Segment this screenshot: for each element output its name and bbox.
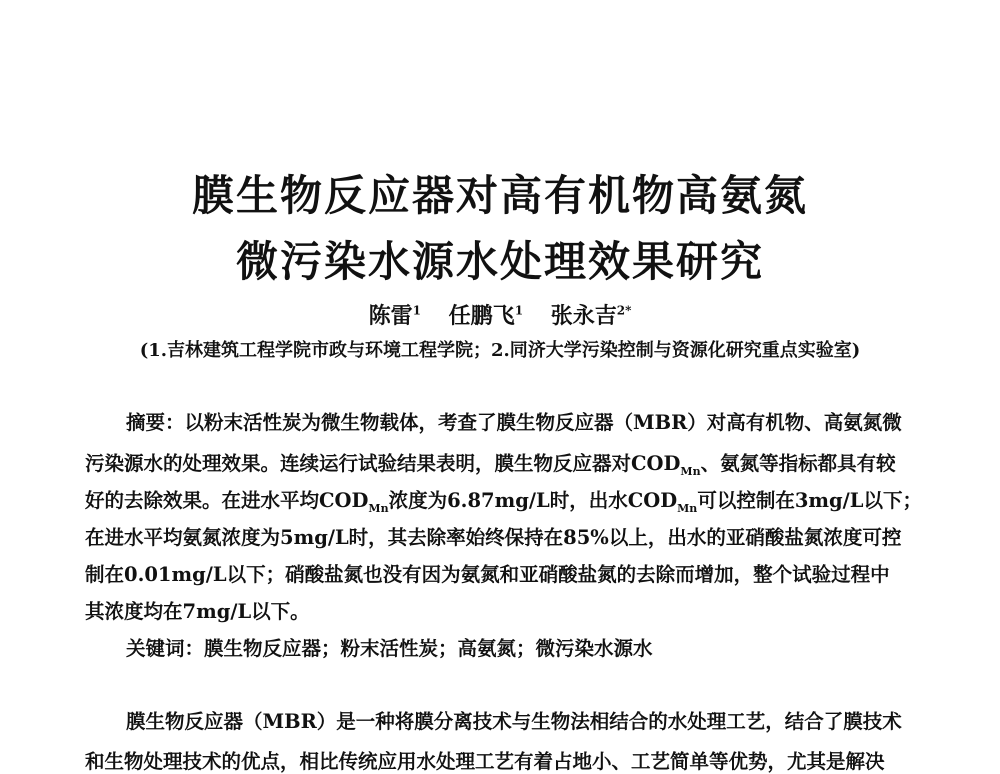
- author-list: [0, 299, 1000, 330]
- body-paragraph-line: 膜生物反应器（MBR）是一种将膜分离技术与生物法相结合的水处理工艺，结合了膜技术: [126, 710, 902, 733]
- author-affiliation-mark: 1: [514, 303, 524, 318]
- keywords-text: 膜生物反应器；粉末活性炭；高氨氮；微污染水源水: [204, 637, 653, 660]
- body-paragraph-line-cut: 和生物处理技术的优点，相比传统应用水处理工艺有着占地小、工艺简单等优势，尤其是解决: [85, 750, 885, 773]
- author-name: 陈雷: [368, 303, 413, 329]
- paper-title-line-2: 微污染水源水处理效果研究: [235, 237, 764, 286]
- abstract-text: 浓度为6.87mg/L时，出水COD: [388, 489, 678, 512]
- affiliations: (1.吉林建筑工程学院市政与环境工程学院；2.同济大学污染控制与资源化研究重点实验室): [139, 340, 861, 361]
- abstract-text: 可以控制在3mg/L以下；: [697, 489, 922, 512]
- abstract-text: 制在0.01mg/L以下；硝酸盐氮也没有因为氨氮和亚硝酸盐氮的去除而增加，整个试验过程中: [85, 563, 890, 586]
- abstract-line: [85, 449, 896, 479]
- paper-title-line-1: 膜生物反应器对高有机物高氨氮: [191, 171, 808, 220]
- subscript: Mn: [368, 501, 389, 515]
- author-name: 任鹏飞: [448, 303, 515, 329]
- abstract-text: 以粉末活性炭为微生物载体，考查了膜生物反应器（MBR）对高有机物、高氨氮微: [184, 411, 902, 434]
- subscript: Mn: [677, 501, 698, 515]
- abstract-text: 其浓度均在7mg/L以下。: [85, 600, 310, 623]
- author-2: [449, 303, 523, 329]
- abstract-line: [85, 560, 890, 590]
- abstract-line: [85, 486, 922, 516]
- abstract-text: 污染源水的处理效果。连续运行试验结果表明，膜生物反应器对COD: [85, 452, 681, 475]
- abstract-line: [85, 597, 310, 627]
- author-1: [369, 303, 421, 329]
- abstract-text: 在进水平均氨氮浓度为5mg/L时，其去除率始终保持在85%以上，出水的亚硝酸盐氮浓度可控: [85, 526, 902, 549]
- keywords-label: 关键词：: [126, 637, 205, 660]
- subscript: Mn: [680, 464, 701, 478]
- abstract-line: [85, 523, 901, 553]
- author-affiliation-mark: 2*: [616, 303, 632, 318]
- abstract-line: [126, 408, 902, 438]
- author-affiliation-mark: 1: [412, 303, 421, 318]
- keywords: [126, 634, 653, 664]
- abstract-label: 摘要：: [126, 411, 185, 434]
- abstract-text: 、氨氮等指标都具有较: [700, 452, 896, 475]
- author-3: [551, 303, 632, 329]
- author-name: 张永吉: [550, 303, 617, 329]
- abstract-text: 好的去除效果。在进水平均COD: [85, 489, 369, 512]
